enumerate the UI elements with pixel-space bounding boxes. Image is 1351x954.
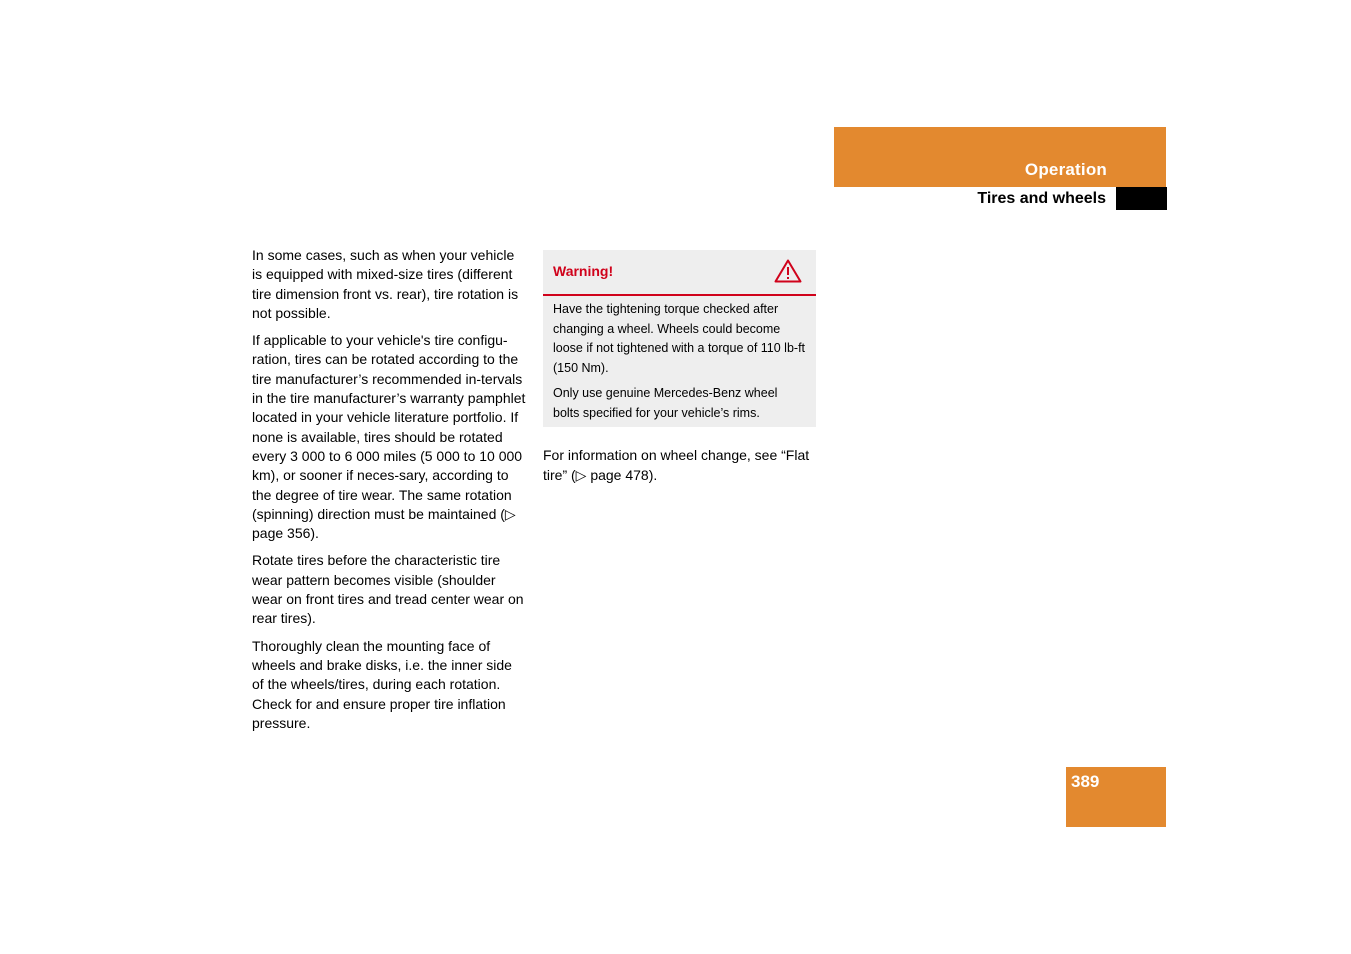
warning-paragraph-bolts: Only use genuine Mercedes-Benz wheel bolts specified for your vehicle’s rims.	[553, 386, 778, 420]
section-title: Operation	[1024, 160, 1107, 179]
page-number: 389	[1071, 772, 1100, 791]
left-column	[252, 246, 526, 741]
warning-header	[543, 250, 816, 296]
warning-label: Warning!	[553, 263, 614, 279]
subsection-marker	[1116, 187, 1167, 210]
subsection-title: Tires and wheels	[977, 190, 1106, 207]
paragraph-rotate-before-wear: Rotate tires before the characteristic tire wear pattern becomes visible (shoulder wear on front tires and tread center wear on rear tires).	[252, 552, 524, 627]
paragraph-rotation-intervals: If applicable to your vehicle's tire configu-ration, tires can be rotated according to the tire manufacturer’s recommended in-tervals in the tire manufacturer’s warranty pamphlet located in your vehicle literature portfolio. If none is available, tires should be rotated every 3 000 to 6 000 miles (5 000 to 10 000 km), or sooner if neces-sary, according to the degree of tire wear. The same rotation (spinning) direction must be maintained (▷ page 356).	[252, 332, 526, 542]
wheel-change-info: For information on wheel change, see “Flat tire” (▷ page 478).	[543, 447, 810, 483]
page-number-box	[1066, 767, 1166, 827]
warning-box	[543, 250, 816, 427]
section-header-band	[834, 127, 1166, 187]
paragraph-mixed-size-tires: In some cases, such as when your vehicle is equipped with mixed-size tires (different tire dimension front vs. rear), tire rotation is not possible.	[252, 247, 519, 321]
paragraph-clean-mounting-face: Thoroughly clean the mounting face of wheels and brake disks, i.e. the inner side of the wheels/tires, during each rotation. Check for and ensure proper tire inflation pressure.	[252, 637, 512, 731]
warning-body	[543, 296, 816, 423]
warning-triangle-icon	[774, 259, 802, 283]
warning-paragraph-torque: Have the tightening torque checked after changing a wheel. Wheels could become loose if not tightened with a torque of 110 lb-ft (150 Nm).	[553, 302, 806, 375]
